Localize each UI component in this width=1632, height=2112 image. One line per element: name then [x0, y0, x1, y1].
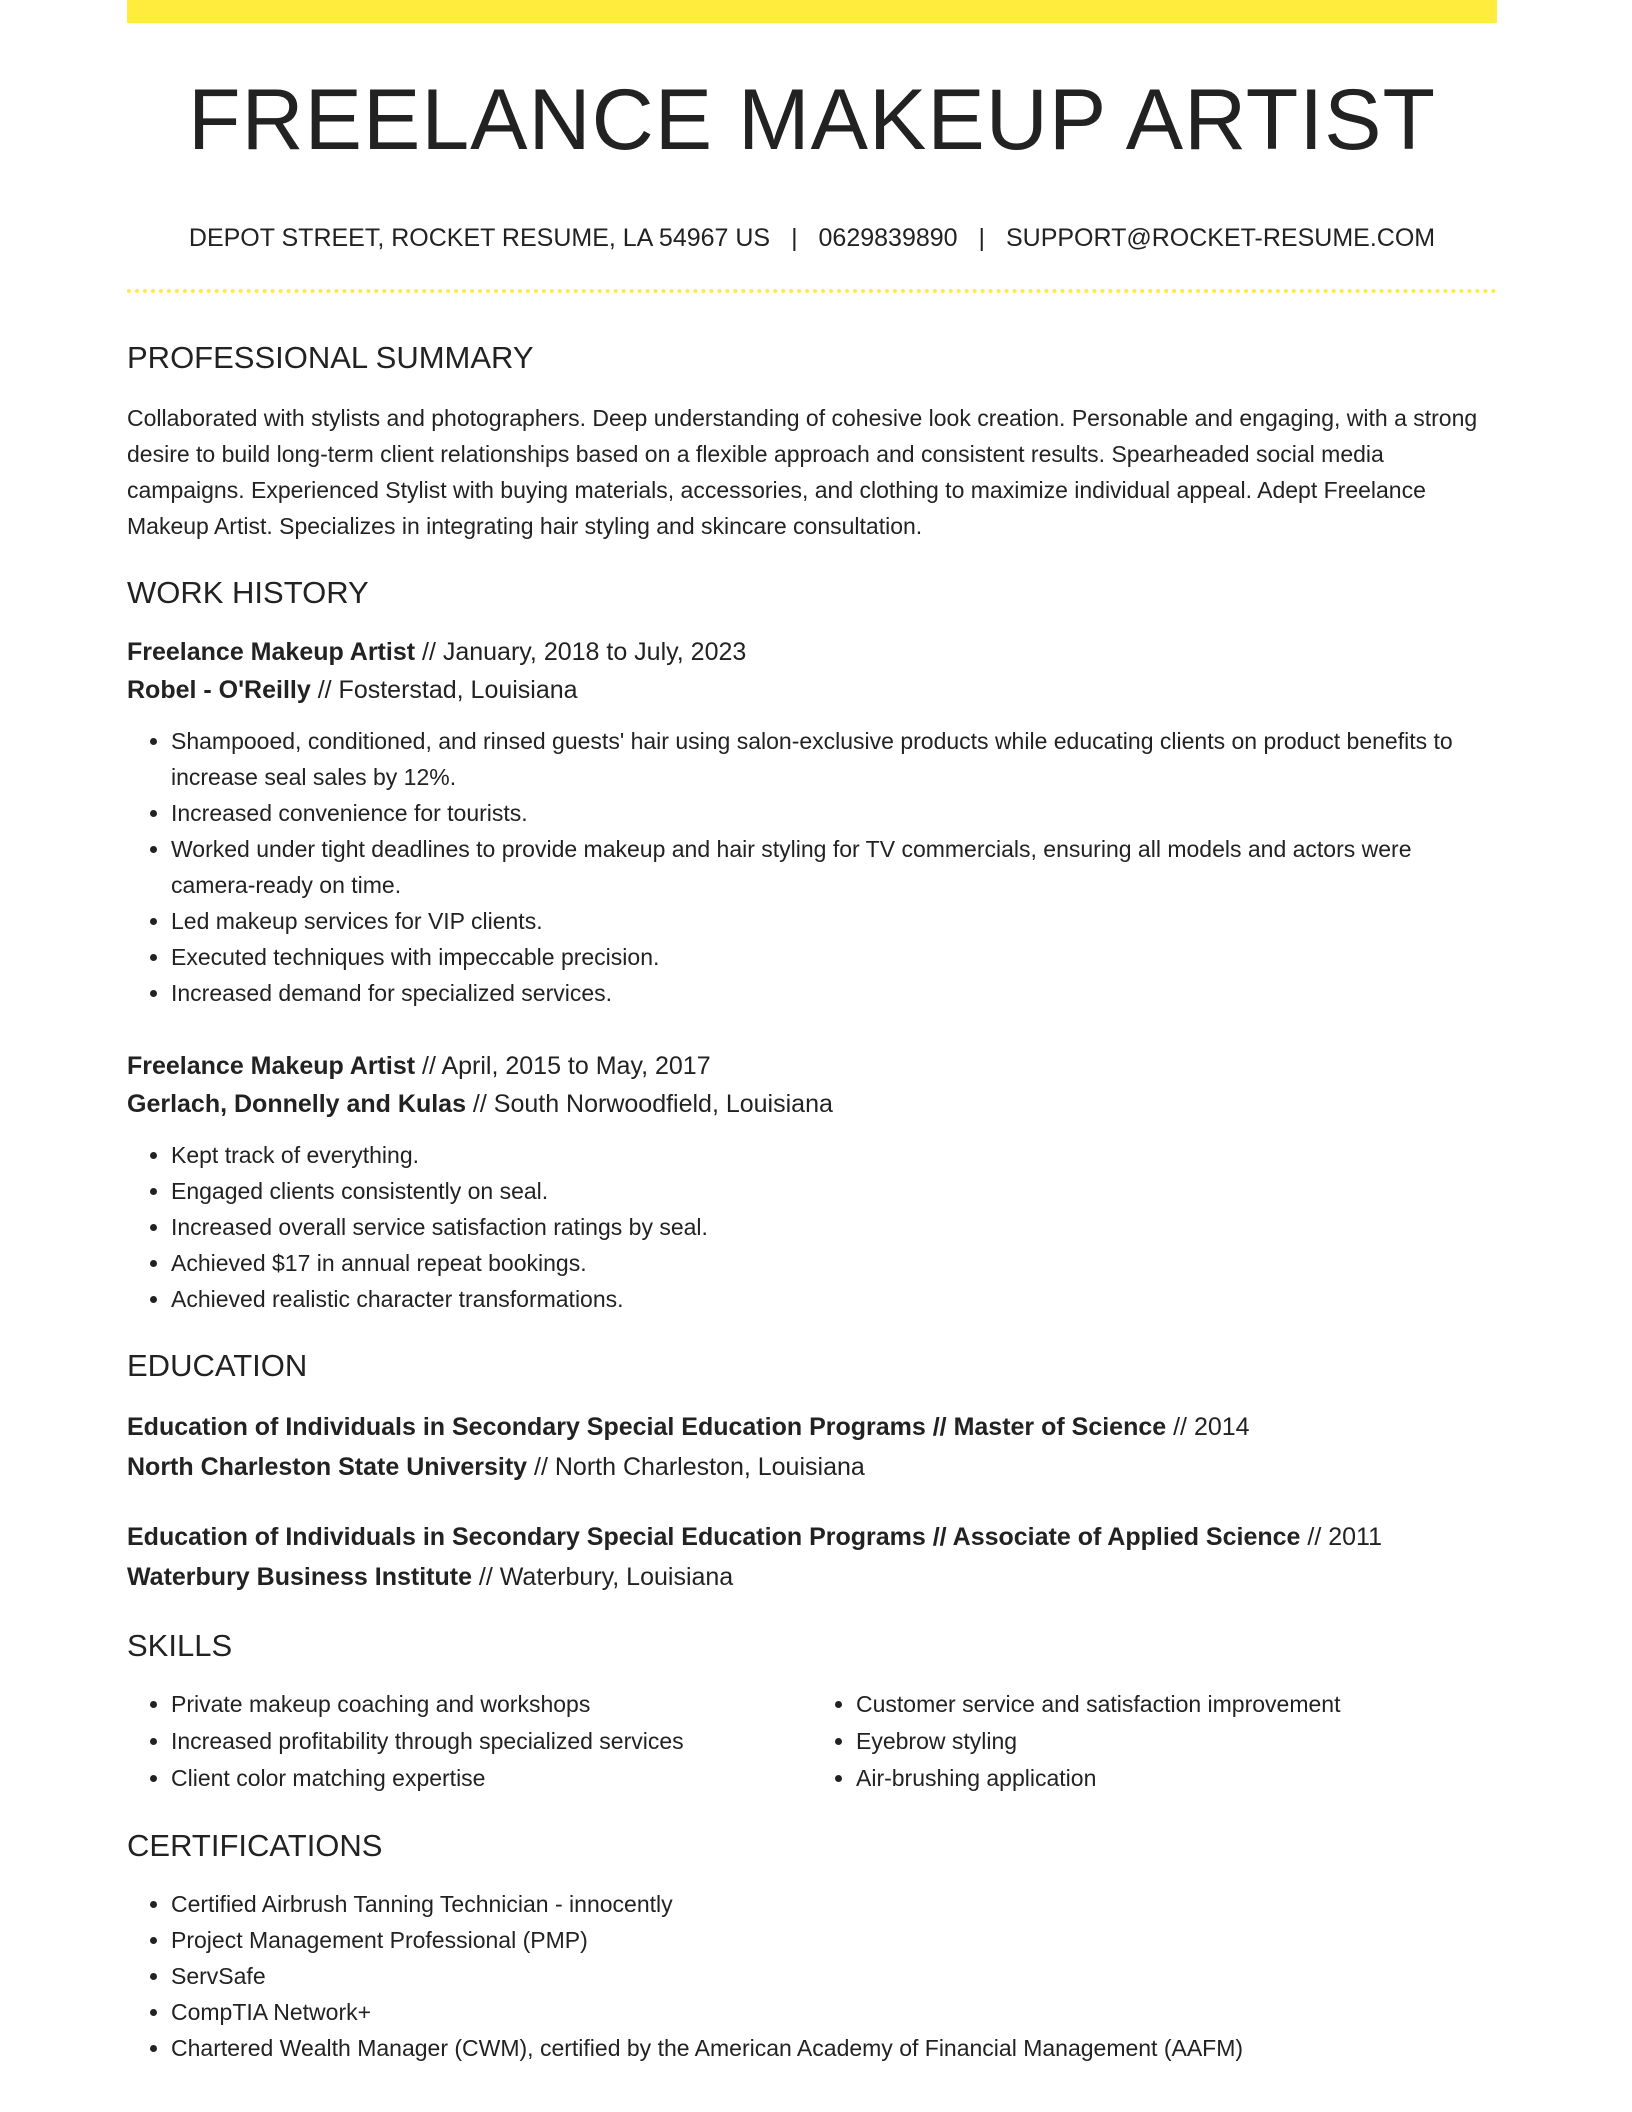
- page-title: FREELANCE MAKEUP ARTIST: [187, 72, 1437, 168]
- summary-text: Collaborated with stylists and photographers. Deep understanding of cohesive look creation. Personable and engaging, with a strong desire to build long-term client relationships based on a flexible approach and consistent results. Spearheaded social media campaigns. Experienced Stylist with buying materials, accessories, and clothing to maximize individual appeal. Adept Freelance Makeup Artist. Specializes in integrating hair styling and skincare consultation.: [127, 405, 1478, 540]
- skills-grid: [127, 1686, 1497, 1797]
- education-program: Education of Individuals in Secondary Special Education Programs // Associate of Applied Science: [127, 1522, 1301, 1551]
- list-item: • Achieved realistic character transformations.: [171, 1281, 1497, 1317]
- skill-item: • Eyebrow styling: [856, 1723, 1497, 1760]
- job-entry-2: [127, 1047, 1497, 1123]
- job-company: Robel - O'Reilly: [127, 676, 311, 705]
- certifications-heading: CERTIFICATIONS: [127, 1827, 383, 1863]
- list-item: • Increased demand for specialized services.: [171, 975, 1497, 1011]
- list-item: • Worked under tight deadlines to provide makeup and hair styling for TV commercials, ensuring all models and actors were camera-ready on time.: [171, 831, 1497, 903]
- contact-line: [127, 223, 1497, 253]
- education-school: North Charleston State University: [127, 1452, 528, 1481]
- list-item: • Achieved $17 in annual repeat bookings.: [171, 1245, 1497, 1281]
- job-title: Freelance Makeup Artist: [127, 638, 416, 667]
- job-company-line: [127, 1085, 1497, 1123]
- list-item: • Engaged clients consistently on seal.: [171, 1173, 1497, 1209]
- job-title-line: [127, 1047, 1497, 1085]
- education-school: Waterbury Business Institute: [127, 1562, 472, 1591]
- work-history-heading: WORK HISTORY: [127, 575, 369, 611]
- education-entry-2: [127, 1517, 1497, 1597]
- education-program: Education of Individuals in Secondary Special Education Programs // Master of Science: [127, 1412, 1167, 1441]
- job-entry-1: [127, 633, 1497, 709]
- education-entry-1: [127, 1407, 1497, 1487]
- list-item: • Shampooed, conditioned, and rinsed guests' hair using salon-exclusive products while educating clients on product benefits to increase seal sales by 12%.: [171, 723, 1497, 795]
- skill-item: • Increased profitability through specialized services: [171, 1723, 812, 1760]
- certification-item: • CompTIA Network+: [171, 1994, 1497, 2030]
- dotted-divider: [127, 289, 1497, 293]
- skill-item: • Private makeup coaching and workshops: [171, 1686, 812, 1723]
- job-title-line: [127, 633, 1497, 671]
- job-location: // South Norwoodfield, Louisiana: [465, 1090, 833, 1119]
- skills-left-column: [127, 1686, 812, 1797]
- job-2-bullets: [127, 1137, 1497, 1317]
- certification-item: • Certified Airbrush Tanning Technician - innocently: [171, 1886, 1497, 1922]
- summary-heading: PROFESSIONAL SUMMARY: [127, 340, 534, 375]
- job-dates: // January, 2018 to July, 2023: [415, 638, 747, 667]
- education-location: // North Charleston, Louisiana: [527, 1452, 865, 1481]
- skills-heading: SKILLS: [127, 1627, 233, 1663]
- contact-separator: |: [978, 224, 986, 252]
- certification-item: • Chartered Wealth Manager (CWM), certified by the American Academy of Financial Management (AAFM): [171, 2030, 1497, 2066]
- certification-item: • Project Management Professional (PMP): [171, 1922, 1497, 1958]
- list-item: • Increased overall service satisfaction ratings by seal.: [171, 1209, 1497, 1245]
- skill-item: • Client color matching expertise: [171, 1760, 812, 1797]
- education-year: // 2014: [1166, 1412, 1250, 1441]
- education-school-line: [127, 1447, 1497, 1487]
- job-title: Freelance Makeup Artist: [127, 1052, 416, 1081]
- resume-page: [127, 0, 1497, 2066]
- list-item: • Kept track of everything.: [171, 1137, 1497, 1173]
- contact-email: SUPPORT@ROCKET-RESUME.COM: [1005, 224, 1436, 252]
- contact-phone: 0629839890: [818, 224, 958, 252]
- list-item: • Increased convenience for tourists.: [171, 795, 1497, 831]
- skills-right-column: [812, 1686, 1497, 1797]
- skill-item: • Air-brushing application: [856, 1760, 1497, 1797]
- job-location: // Fosterstad, Louisiana: [310, 676, 578, 705]
- job-company-line: [127, 671, 1497, 709]
- list-item: • Executed techniques with impeccable precision.: [171, 939, 1497, 975]
- top-accent-bar: [127, 0, 1497, 23]
- education-year: // 2011: [1300, 1522, 1382, 1551]
- education-heading: EDUCATION: [127, 1348, 308, 1384]
- contact-separator: |: [791, 224, 798, 252]
- education-school-line: [127, 1557, 1497, 1597]
- job-company: Gerlach, Donnelly and Kulas: [127, 1090, 466, 1119]
- certifications-list: [127, 1886, 1497, 2066]
- skill-item: • Customer service and satisfaction improvement: [856, 1686, 1497, 1723]
- education-program-line: [127, 1517, 1497, 1557]
- education-program-line: [127, 1407, 1497, 1447]
- job-dates: // April, 2015 to May, 2017: [415, 1052, 711, 1081]
- education-location: // Waterbury, Louisiana: [471, 1562, 734, 1591]
- job-1-bullets: [127, 723, 1497, 1011]
- certification-item: • ServSafe: [171, 1958, 1497, 1994]
- list-item: • Led makeup services for VIP clients.: [171, 903, 1497, 939]
- contact-address: DEPOT STREET, ROCKET RESUME, LA 54967 US: [188, 224, 771, 252]
